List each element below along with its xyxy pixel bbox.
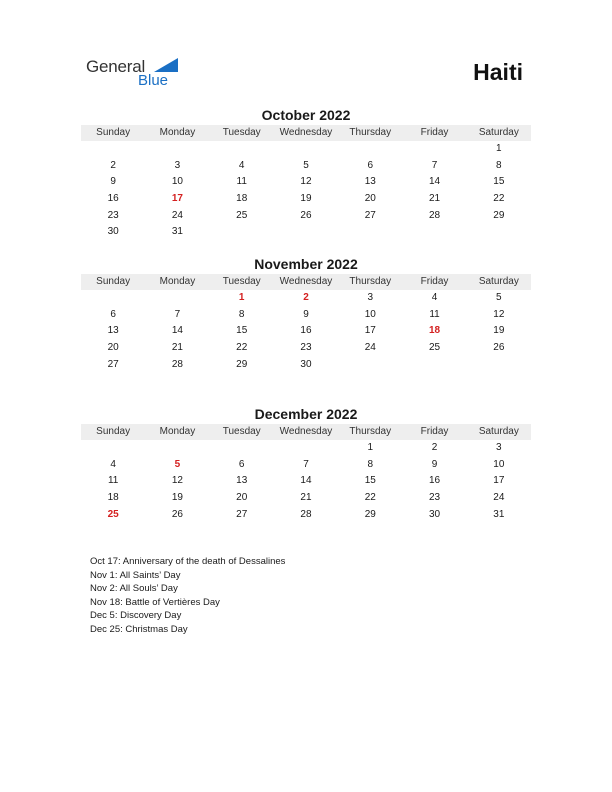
- holiday-entry: Nov 18: Battle of Vertières Day: [90, 596, 220, 608]
- day-cell: [338, 224, 402, 241]
- day-cell: 4: [238, 159, 245, 171]
- day-cell: 5: [303, 159, 309, 171]
- day-cell: 23: [428, 492, 441, 504]
- holiday-day-cell: 1: [238, 292, 245, 303]
- weekday-label: Tuesday: [222, 276, 261, 287]
- logo-blue-text: Blue: [138, 72, 169, 89]
- day-cell: 4: [110, 458, 116, 470]
- holiday-entry: Oct 17: Anniversary of the death of Dessalines: [90, 556, 286, 567]
- day-cell: [274, 141, 338, 158]
- week-row: [81, 340, 531, 357]
- day-cell: 8: [238, 308, 245, 320]
- day-cell: 20: [364, 193, 376, 205]
- day-cell: 15: [236, 325, 248, 337]
- week-row: [81, 507, 531, 524]
- day-cell: 21: [171, 342, 183, 354]
- day-cell: 29: [364, 508, 376, 520]
- weekday-label: Tuesday: [222, 426, 261, 437]
- week-row: [81, 224, 531, 241]
- day-cell: 22: [493, 193, 505, 205]
- day-cell: [210, 224, 274, 241]
- day-cell: 11: [107, 475, 119, 487]
- day-cell: 13: [236, 475, 248, 487]
- day-cell: [274, 440, 338, 457]
- day-cell: 20: [236, 492, 248, 504]
- weekday-label: Saturday: [478, 276, 519, 287]
- week-row: [81, 473, 531, 490]
- weekday-header: [81, 424, 531, 440]
- day-cell: 16: [300, 325, 312, 337]
- day-cell: 14: [171, 325, 183, 337]
- week-row: [81, 323, 531, 340]
- day-cell: 22: [236, 342, 248, 354]
- weekday-label: Thursday: [349, 127, 392, 138]
- holiday-entry: Nov 1: All Saints’ Day: [90, 569, 181, 581]
- day-cell: 20: [107, 342, 119, 354]
- day-cell: 29: [493, 209, 505, 221]
- day-cell: 15: [493, 176, 505, 188]
- weekday-label: Friday: [420, 426, 449, 437]
- day-cell: 21: [300, 492, 312, 504]
- weekday-label: Monday: [159, 426, 196, 437]
- day-cell: 25: [428, 342, 441, 354]
- month-november: [81, 255, 531, 373]
- day-cell: 3: [367, 292, 374, 303]
- day-cell: 9: [110, 176, 116, 188]
- month-title: October 2022: [261, 107, 351, 123]
- day-cell: 18: [107, 492, 119, 504]
- day-cell: 26: [300, 209, 312, 221]
- day-cell: 17: [364, 325, 376, 337]
- day-cell: 4: [431, 292, 438, 303]
- week-row: [81, 490, 531, 507]
- day-cell: [402, 141, 466, 158]
- day-cell: 18: [236, 193, 248, 205]
- day-cell: [402, 224, 466, 241]
- day-cell: 8: [496, 159, 502, 171]
- country-title: Haiti: [473, 59, 523, 85]
- weekday-label: Tuesday: [222, 127, 261, 138]
- day-cell: 9: [431, 458, 438, 470]
- holiday-day-cell: 25: [107, 508, 119, 520]
- weekday-label: Sunday: [96, 426, 131, 437]
- weekday-header: [81, 274, 531, 290]
- day-cell: 27: [107, 358, 119, 370]
- day-cell: 1: [496, 143, 502, 154]
- day-cell: [210, 440, 274, 457]
- day-cell: 28: [300, 508, 312, 520]
- day-cell: 2: [431, 442, 438, 453]
- day-cell: 11: [429, 308, 440, 320]
- day-cell: [81, 290, 145, 307]
- day-cell: 31: [493, 508, 505, 520]
- holiday-entry: Dec 5: Discovery Day: [90, 610, 182, 621]
- day-cell: 22: [364, 492, 376, 504]
- week-row: [81, 191, 531, 208]
- month-december: [81, 405, 531, 523]
- day-cell: 10: [171, 176, 183, 188]
- day-cell: 9: [303, 308, 309, 320]
- weekday-label: Monday: [159, 127, 196, 138]
- weekday-label: Thursday: [349, 426, 392, 437]
- day-cell: 1: [367, 442, 374, 453]
- day-cell: 30: [428, 508, 441, 520]
- day-cell: 10: [364, 308, 376, 320]
- month-october: [81, 106, 531, 241]
- day-cell: 19: [171, 492, 183, 504]
- day-cell: 24: [171, 209, 183, 221]
- day-cell: [210, 141, 274, 158]
- week-row: [81, 440, 531, 457]
- day-cell: 6: [110, 308, 116, 320]
- day-cell: [402, 357, 466, 374]
- logo-triangle-icon: [154, 58, 178, 72]
- day-cell: 14: [300, 475, 312, 487]
- day-cell: 12: [171, 475, 183, 487]
- day-cell: 12: [493, 308, 505, 320]
- weekday-label: Friday: [420, 127, 449, 138]
- day-cell: 6: [367, 159, 374, 171]
- day-cell: [81, 141, 145, 158]
- day-cell: 21: [428, 193, 441, 205]
- holiday-list: [90, 555, 285, 636]
- day-cell: 25: [236, 209, 248, 221]
- day-cell: [145, 440, 209, 457]
- week-row: [81, 141, 531, 158]
- week-row: [81, 290, 531, 307]
- day-cell: 23: [300, 342, 312, 354]
- day-cell: 2: [110, 159, 116, 171]
- day-cell: 23: [107, 209, 119, 221]
- day-cell: 12: [300, 176, 312, 188]
- month-title: November 2022: [254, 256, 358, 272]
- holiday-entry: Dec 25: Christmas Day: [90, 623, 188, 635]
- weekday-label: Thursday: [349, 276, 392, 287]
- weekday-header: [81, 125, 531, 141]
- weekday-label: Wednesday: [279, 127, 333, 138]
- day-cell: 7: [174, 308, 181, 320]
- day-cell: [81, 440, 145, 457]
- holiday-day-cell: 18: [428, 325, 441, 337]
- day-cell: 15: [364, 475, 376, 487]
- week-row: [81, 357, 531, 374]
- weekday-label: Wednesday: [279, 426, 333, 437]
- day-cell: 26: [493, 342, 505, 354]
- day-cell: 19: [300, 193, 312, 205]
- weekday-label: Saturday: [478, 127, 519, 138]
- week-row: [81, 158, 531, 175]
- day-cell: [338, 141, 402, 158]
- day-cell: 3: [174, 159, 181, 171]
- holiday-day-cell: 17: [171, 193, 183, 205]
- week-row: [81, 307, 531, 324]
- day-cell: 13: [364, 176, 376, 188]
- day-cell: 30: [300, 358, 312, 370]
- weekday-label: Wednesday: [279, 276, 333, 287]
- day-cell: [274, 224, 338, 241]
- day-cell: 17: [493, 475, 505, 487]
- day-cell: [145, 141, 209, 158]
- holiday-day-cell: 5: [174, 458, 181, 470]
- day-cell: 10: [493, 458, 505, 470]
- holiday-entry: Nov 2: All Souls’ Day: [90, 583, 178, 594]
- day-cell: 29: [236, 358, 248, 370]
- day-cell: 5: [496, 292, 502, 303]
- day-cell: [145, 290, 209, 307]
- weekday-label: Friday: [420, 276, 449, 287]
- week-row: [81, 174, 531, 191]
- day-cell: 16: [107, 193, 119, 205]
- week-row: [81, 457, 531, 474]
- day-cell: [467, 357, 531, 374]
- weekday-label: Saturday: [478, 426, 519, 437]
- day-cell: 24: [364, 342, 376, 354]
- day-cell: 6: [238, 458, 245, 470]
- day-cell: 14: [428, 176, 441, 188]
- day-cell: [338, 357, 402, 374]
- day-cell: 13: [107, 325, 119, 337]
- day-cell: 24: [493, 492, 505, 504]
- day-cell: 7: [303, 458, 309, 470]
- day-cell: 3: [496, 442, 502, 453]
- weekday-label: Monday: [159, 276, 196, 287]
- day-cell: 27: [364, 209, 376, 221]
- day-cell: 7: [431, 159, 438, 171]
- holiday-day-cell: 2: [303, 292, 309, 303]
- month-title: December 2022: [254, 406, 358, 422]
- day-cell: 16: [428, 475, 441, 487]
- day-cell: 27: [236, 508, 248, 520]
- day-cell: 26: [171, 508, 183, 520]
- day-cell: 28: [428, 209, 441, 221]
- day-cell: 30: [107, 226, 119, 238]
- generalblue-logo: [86, 56, 186, 92]
- day-cell: [467, 224, 531, 241]
- weekday-label: Sunday: [96, 276, 131, 287]
- day-cell: 11: [236, 176, 247, 188]
- day-cell: 31: [171, 226, 183, 238]
- day-cell: 19: [493, 325, 505, 337]
- day-cell: 28: [171, 358, 183, 370]
- weekday-label: Sunday: [96, 127, 131, 138]
- logo-general-text: General: [86, 57, 146, 76]
- week-row: [81, 208, 531, 225]
- day-cell: 8: [367, 458, 374, 470]
